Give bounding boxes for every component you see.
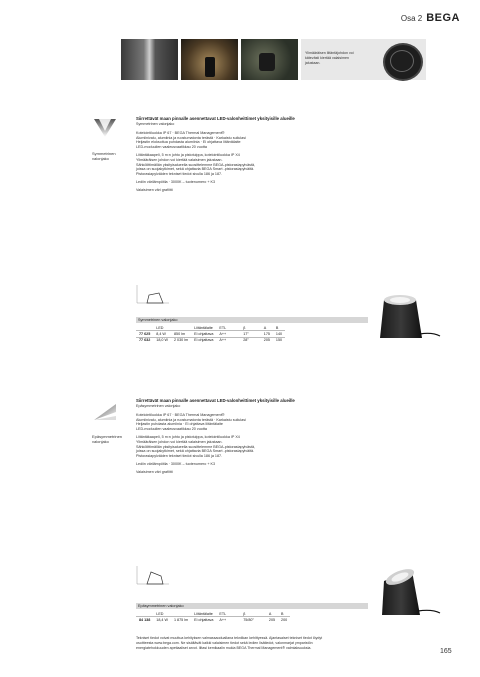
asymmetrical-beam-icon (92, 400, 118, 424)
product-title: Siirrettävät maan pinnalle asennettavat LED-valonheittimet yksityisille alueille (136, 398, 295, 403)
product-1-text: Siirrettävät maan pinnalle asennettavat LED-valonheittimet yksityisille alueille Symmetrinen valonjako Kotelointiluokka IP 67 · BEGA Thermal Management® Alumiinivalu, alumiinia ja ruostumatonta terästä · Karkaistu suilulasi Heijastin eloksoitua puhdasta alumiinia · Ei ohjattava liitäntälaite LED-moduulien vaaleusvaatikkau 20 vuotta Liitäntäkaapeli, 5 m:n johto ja pistotulppa, kotelointiluokka IP X4 Ylimääräisen johdon voi kiertää valaisimen jalustaan. Sähkölittimällän yksityisalueella suosittelemme BEGA-pistorasiapylvästä, joissa on suojakytkimet, sekä ohjattavia BEGA Smart -pistorasiapylväitä. Pistorasiapylväiden tekniset tiedot sivulla 186 ja 187. Lediin värilämpötila · 3000K – tuotenumero + K3 Valaisimen väri grafiitti (136, 116, 366, 193)
brand-logo: BEGA (426, 12, 460, 24)
photo-night-lamp (121, 39, 178, 80)
dimension-drawing-2 (133, 564, 173, 586)
section-label: Osa 2 (400, 14, 423, 23)
table-column-row: LED Liitäntälaite ETL β A B (156, 325, 279, 330)
spec-table-1 (136, 325, 285, 343)
side-label-2: Epäsymmetrinen valonjako (92, 434, 123, 444)
cable-lamp-image (383, 43, 423, 81)
color-temp: Lediin värilämpötila · 3000K – tuotenumero + K3 (136, 461, 216, 466)
photo-lamp-hand (181, 39, 238, 80)
lamp-color: Valaisimen väri grafiitti (136, 469, 173, 474)
product-title: Siirrettävät maan pinnalle asennettavat LED-valonheittimet yksityisille alueille (136, 116, 295, 121)
product-2-text: Siirrettävät maan pinnalle asennettavat LED-valonheittimet yksityisille alueille Epäsymmetrinen valonjako Kotelointiluokka IP 67 · BEGA Thermal Management® Alumiinivalu, alumiinia ja ruostumatonta terästä · Karkaistu suilulasi Heijastin puhdasta alumiinia · Ei ohjattava liitäntälaite LED-moduulien vaaleusvaatikkau 20 vuotta Liitäntäkaapeli, 5 m:n johto ja pistotulppa, kotelointiluokka IP X4 Ylimääräisen johdon voi kiertää valaisimen jalustaan. Sähkölittimällän yksityisalueella suosittelemme BEGA-pistorasiapylvästä, joissa on suojakytkimet, sekä ohjattavia BEGA Smart -pistorasiapylväitä. Pistorasiapylväiden tekniset tiedot sivulla 186 ja 187. Lediin värilämpötila · 3000K – tuotenumero + K3 Valaisimen väri grafiitti (136, 398, 366, 475)
lamp-image-1 (376, 286, 442, 344)
spec-table-2 (136, 611, 290, 623)
table-row: 77 625 8,4 W 850 lm Ei ohjattava A++ 17° 175 140 (136, 331, 285, 337)
page-number: 165 (440, 648, 452, 655)
photo-caption: Ylimääräisen liitäntäjohdon voi kätevästi kiertää valaisimen jalustaan. (305, 51, 354, 65)
side-label-1: Symmetrinen valonjako (92, 151, 116, 161)
photo-lamp-grass (241, 39, 298, 80)
table-column-row: LED Liitäntälaite ETL β A B (156, 611, 284, 616)
product-subtitle: Symmetrinen valonjako (136, 122, 175, 126)
lamp-color: Valaisimen väri grafiitti (136, 187, 173, 192)
color-temp: Lediin värilämpötila · 3000K – tuotenumero + K3 (136, 179, 216, 184)
table-header-1: Symmetrinen valonjako (136, 317, 368, 323)
table-header-2: Epäsymmetrinen valonjako (136, 603, 368, 609)
product-subtitle: Epäsymmetrinen valonjako (136, 404, 181, 408)
footer-note: Tekniset tiedot voivat muuttua kehityksen valmassaoduallana tekniikan kehittyessä. Ajantasaiset tekniset tiedot löydyt osoitteesta www.bega.com. Ne sisältävät kaikki valaisimen tiedot sekä ledien lisätiedot, valonmarjat ymparistön energiatehokkuuden apetiaaliset arvot. Ilitasi kemikaalin mukia BEGA Thermal Management® valmiaksuuksia. (136, 636, 323, 650)
photo-cable-panel (301, 39, 426, 80)
page-header (401, 12, 460, 24)
lamp-image-2 (376, 565, 442, 621)
table-row: 77 632 18,0 W 2 030 lm Ei ohjattava A++ 28° 205 150 (136, 337, 285, 343)
dimension-drawing-1 (133, 283, 173, 305)
table-row: 84 138 18,4 W 1 875 lm Ei ohjattava A++ 75/80° 205 200 (136, 617, 290, 623)
symmetrical-beam-icon (92, 117, 118, 141)
